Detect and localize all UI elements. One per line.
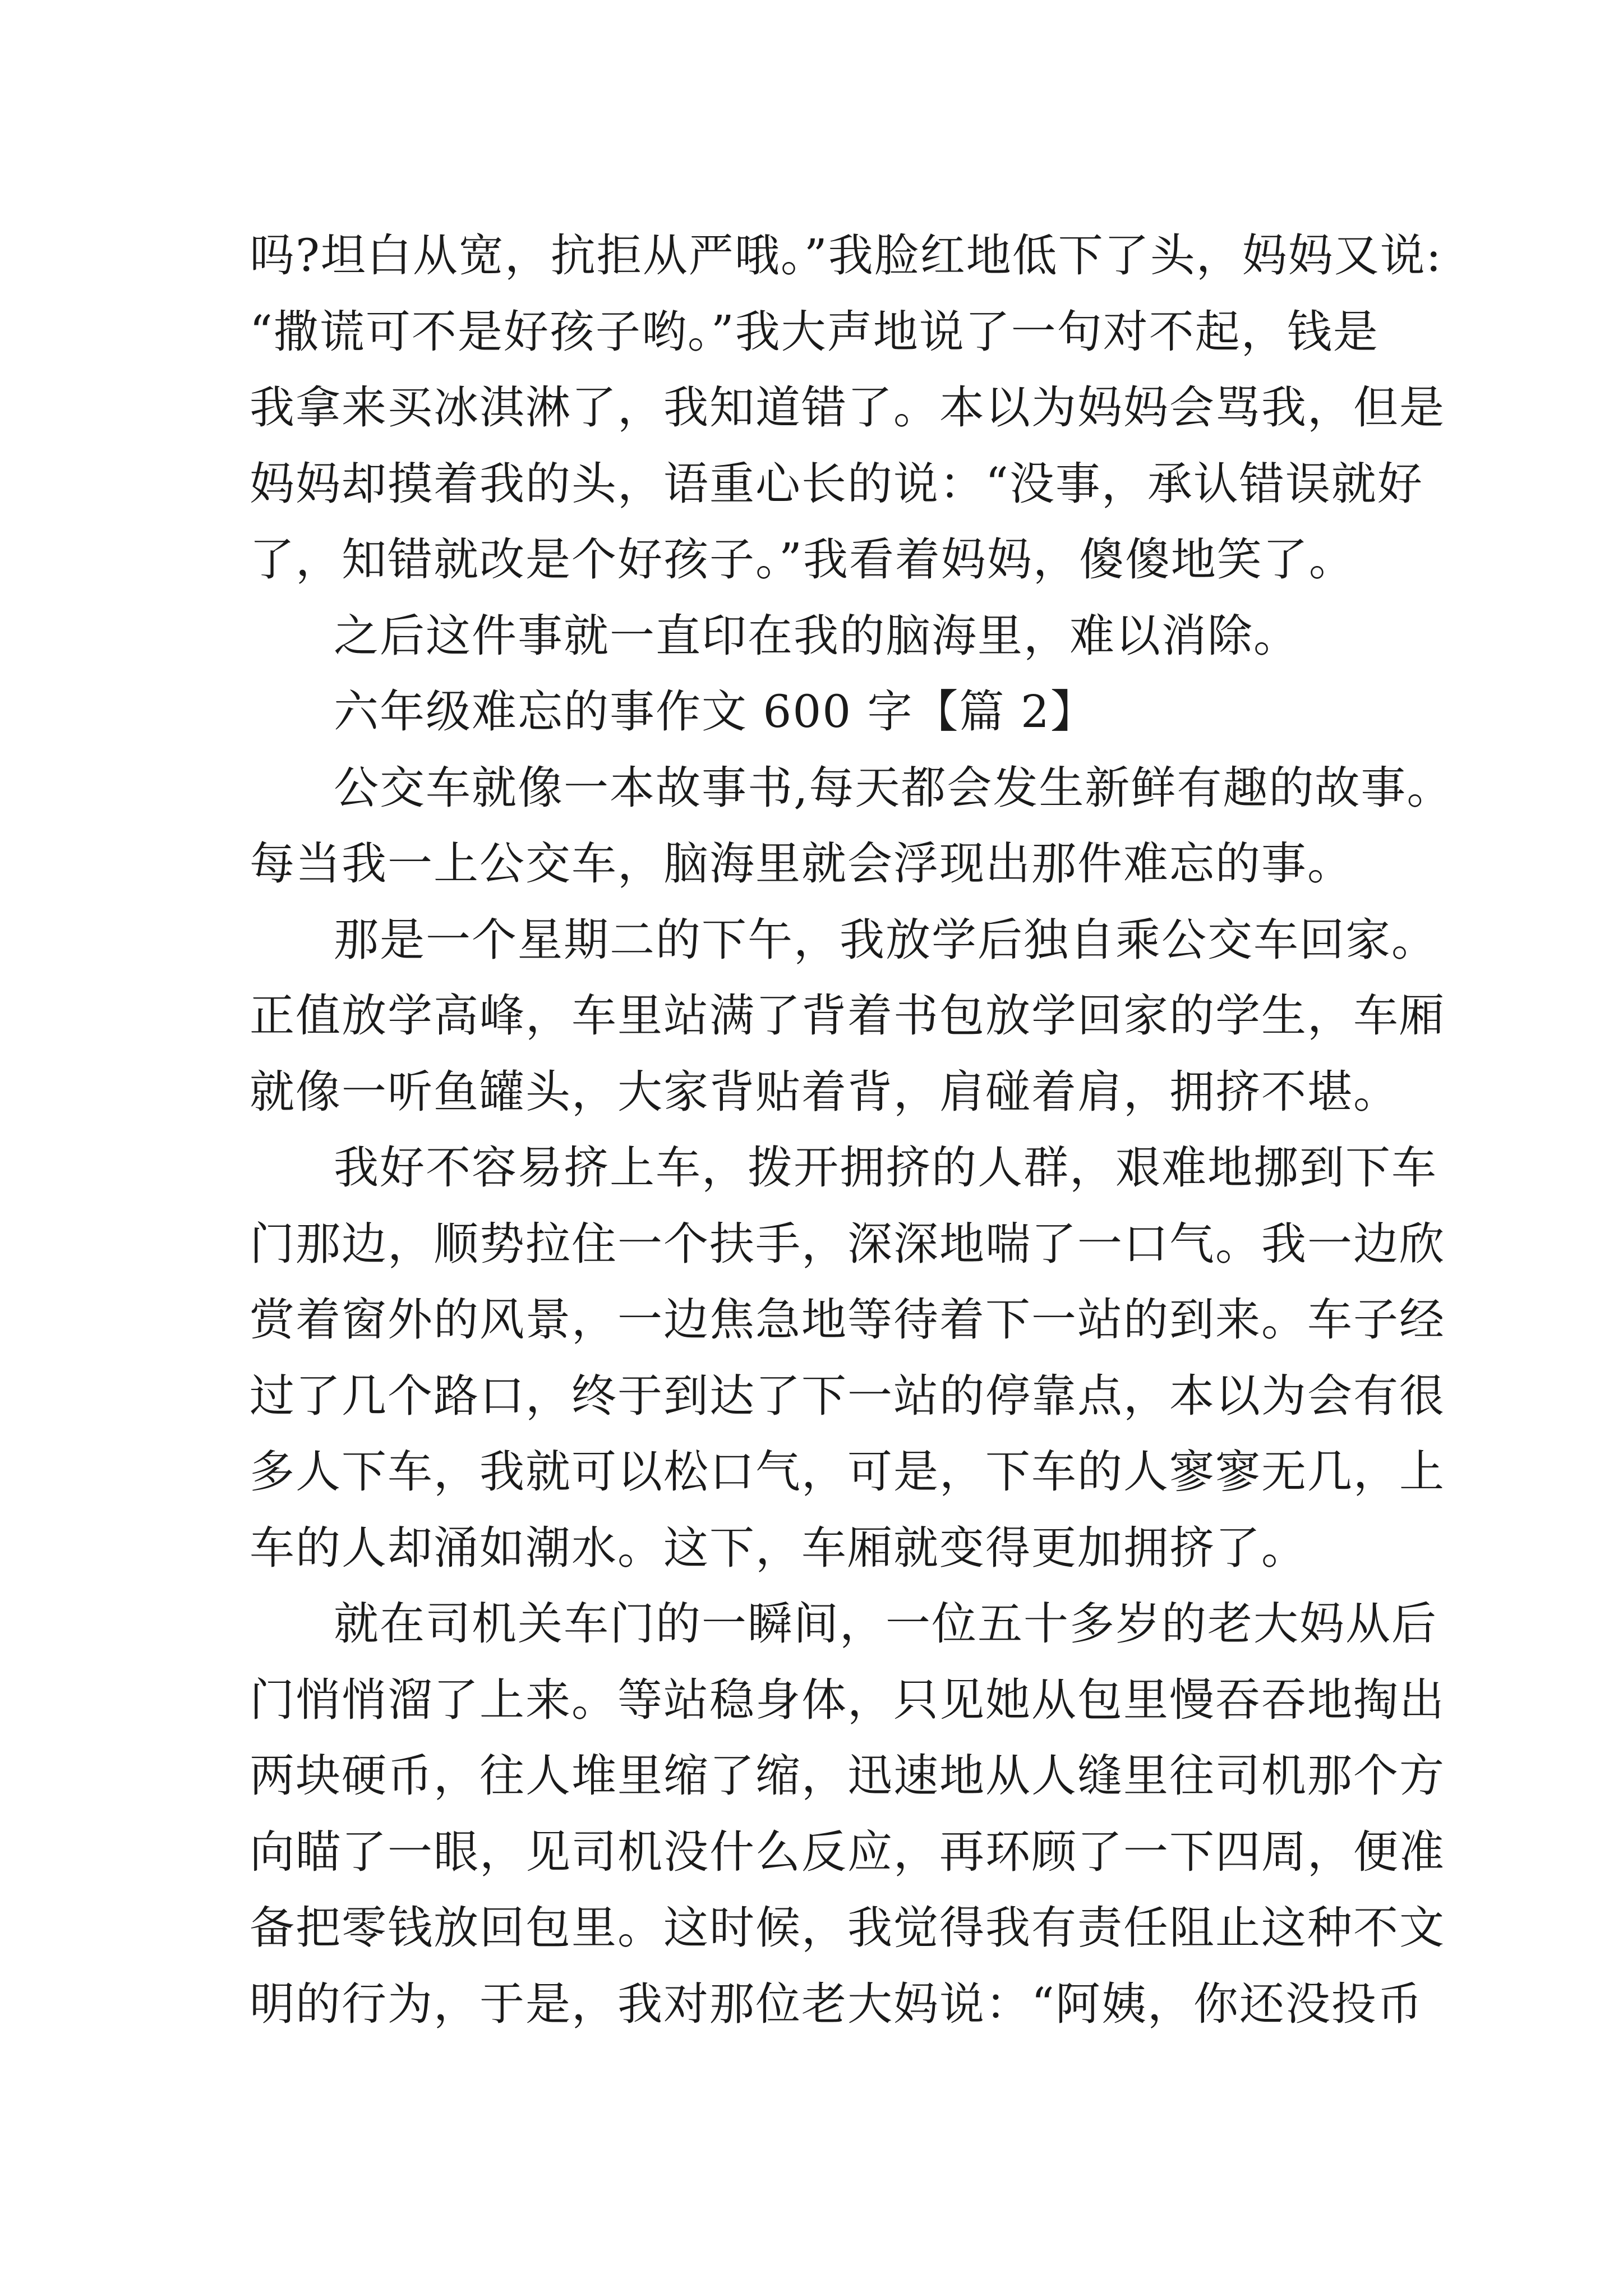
text-line: 门那边，顺势拉住一个扶手，深深地喘了一口气。我一边欣 — [250, 1217, 1445, 1270]
text-line: 明的行为，于是，我对那位老大妈说：“阿姨，你还没投币 — [250, 1977, 1423, 2030]
text-line: 过了几个路口，终于到达了下一站的停靠点，本以为会有很 — [250, 1369, 1445, 1422]
text-line: 多人下车，我就可以松口气，可是，下车的人寥寥无几，上 — [250, 1446, 1445, 1498]
text-line: 就像一听鱼罐头，大家背贴着背，肩碰着肩，拥挤不堪。 — [250, 1065, 1399, 1118]
text-line: 妈妈却摸着我的头，语重心长的说：“没事，承认错误就好 — [250, 457, 1423, 510]
text-line: 车的人却涌如潮水。这下，车厢就变得更加拥挤了。 — [250, 1521, 1307, 1574]
text-line: 每当我一上公交车，脑海里就会浮现出那件难忘的事。 — [250, 838, 1353, 890]
text-line: 备把零钱放回包里。这时候，我觉得我有责任阻止这种不文 — [250, 1902, 1445, 1954]
text-line: 我好不容易挤上车，拨开拥挤的人群，艰难地挪到下车 — [334, 1142, 1437, 1194]
text-line: 了，知错就改是个好孩子。”我看着妈妈，傻傻地笑了。 — [250, 533, 1355, 586]
text-line: 那是一个星期二的下午，我放学后独自乘公交车回家。 — [334, 913, 1437, 966]
text-line: 正值放学高峰，车里站满了背着书包放学回家的学生，车厢 — [250, 990, 1445, 1042]
section-heading: 六年级难忘的事作文 600 字【篇 2】 — [334, 685, 1096, 738]
text-line: 就在司机关车门的一瞬间，一位五十多岁的老大妈从后 — [334, 1598, 1437, 1650]
text-line: 两块硬币，往人堆里缩了缩，迅速地从人缝里往司机那个方 — [250, 1750, 1445, 1802]
text-line: 吗?坦白从宽，抗拒从严哦。”我脸红地低下了头，妈妈又说: — [250, 229, 1442, 282]
text-line: 门悄悄溜了上来。等站稳身体，只见她从包里慢吞吞地掏出 — [250, 1673, 1445, 1726]
text-line: 之后这件事就一直印在我的脑海里，难以消除。 — [334, 609, 1299, 662]
text-line: “撒谎可不是好孩子哟。”我大声地说了一句对不起，钱是 — [250, 305, 1379, 358]
text-line: 我拿来买冰淇淋了，我知道错了。本以为妈妈会骂我，但是 — [250, 381, 1445, 434]
text-line: 公交车就像一本故事书,每天都会发生新鲜有趣的故事。 — [334, 761, 1453, 814]
text-line: 赏着窗外的风景，一边焦急地等待着下一站的到来。车子经 — [250, 1294, 1445, 1346]
document-body — [250, 218, 1453, 2042]
text-line: 向瞄了一眼，见司机没什么反应，再环顾了一下四周，便准 — [250, 1825, 1445, 1878]
